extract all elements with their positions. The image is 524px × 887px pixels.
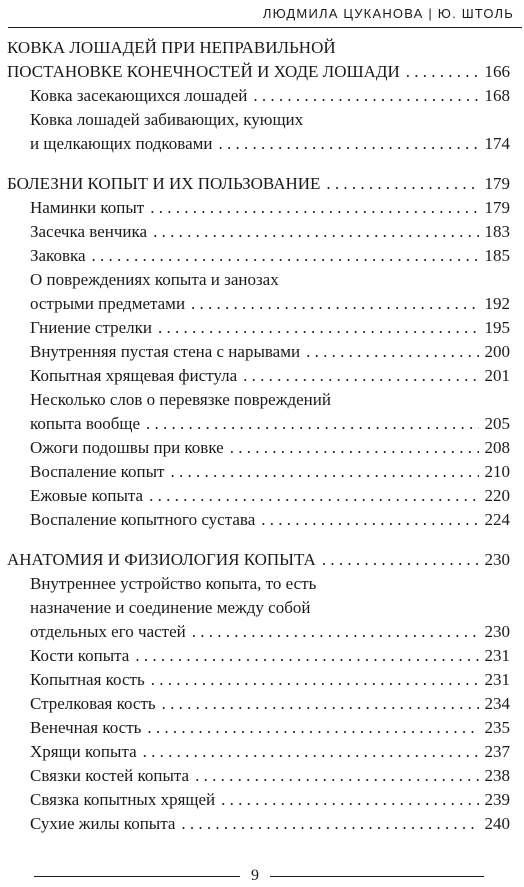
toc-page-number: 174: [484, 134, 510, 153]
toc-entry-title-line: Ковка засекающихся лошадей: [30, 86, 248, 105]
toc-entry-title-line: Ежовые копыта: [30, 486, 144, 505]
dot-leader: [146, 412, 478, 436]
toc-subentry[interactable]: [0, 460, 524, 484]
toc-subentry[interactable]: [0, 84, 524, 108]
table-of-contents: [0, 36, 524, 852]
toc-entry-row: [30, 436, 524, 460]
toc-entry-title-line: отдельных его частей: [30, 622, 186, 641]
toc-entry-row: [30, 484, 524, 508]
toc-page-number: 200: [484, 342, 510, 361]
toc-subentry[interactable]: [0, 716, 524, 740]
toc-page-number: 234: [484, 694, 510, 713]
toc-entry-title-line: Засечка венчика: [30, 222, 148, 241]
dot-leader: [135, 644, 478, 668]
toc-entry-row: [30, 692, 524, 716]
toc-subentry[interactable]: [0, 788, 524, 812]
page-number: 9: [251, 867, 259, 884]
toc-entry-title-line: и щелкающих подковами: [30, 134, 213, 153]
running-head: ЛЮДМИЛА ЦУКАНОВА | Ю. ШТОЛЬ: [262, 6, 514, 21]
toc-section: [0, 548, 524, 836]
toc-subentry[interactable]: [0, 668, 524, 692]
toc-page-number: 183: [484, 222, 510, 241]
dot-leader: [170, 460, 478, 484]
toc-subentry[interactable]: [0, 268, 524, 316]
toc-subentry[interactable]: [0, 764, 524, 788]
toc-entry-title-line: Заковка: [30, 246, 86, 265]
toc-entry-row: [30, 460, 524, 484]
toc-entry-row: [30, 668, 524, 692]
dot-leader: [162, 692, 479, 716]
toc-page-number: 240: [484, 814, 510, 833]
toc-subentry[interactable]: [0, 108, 524, 156]
toc-entry-row: [30, 764, 524, 788]
toc-entry-title-line: Воспаление копыт: [30, 462, 165, 481]
toc-page-number: 205: [484, 414, 510, 433]
toc-subentry[interactable]: [0, 484, 524, 508]
toc-entry-title-line: Хрящи копыта: [30, 742, 137, 761]
toc-page-number: 166: [484, 62, 510, 81]
toc-entry-title-line: Внутренняя пустая стена с нарывами: [30, 342, 301, 361]
dot-leader: [151, 668, 479, 692]
dot-leader: [181, 812, 478, 836]
toc-subentry[interactable]: [0, 244, 524, 268]
toc-page-number: 201: [484, 366, 510, 385]
toc-subentry[interactable]: [0, 644, 524, 668]
toc-entry-title-line: КОВКА ЛОШАДЕЙ ПРИ НЕПРАВИЛЬНОЙ: [7, 38, 336, 57]
toc-page-number: 224: [484, 510, 510, 529]
dot-leader: [243, 364, 478, 388]
dot-leader: [150, 196, 478, 220]
toc-entry-row: [30, 220, 524, 244]
toc-entry-row: [30, 316, 524, 340]
toc-entry-title-line: Наминки копыт: [30, 198, 145, 217]
toc-entry-row: [30, 620, 524, 644]
toc-page-number: 195: [484, 318, 510, 337]
toc-subentry[interactable]: [0, 340, 524, 364]
toc-chapter-entry[interactable]: [0, 548, 524, 572]
toc-chapter-entry[interactable]: [0, 36, 524, 84]
toc-entry-row: [30, 788, 524, 812]
toc-entry-row: [30, 740, 524, 764]
footer-rule-right: [270, 876, 484, 877]
toc-page-number: 231: [484, 670, 510, 689]
toc-entry-title-line: Копытная кость: [30, 670, 145, 689]
toc-entry-title-line: Сухие жилы копыта: [30, 814, 176, 833]
toc-page-number: 192: [484, 294, 510, 313]
toc-entry-title-line: АНАТОМИЯ И ФИЗИОЛОГИЯ КОПЫТА: [7, 550, 316, 569]
dot-leader: [191, 292, 478, 316]
toc-entry-row: [30, 644, 524, 668]
toc-entry-title-line: О повреждениях копыта и занозах: [30, 270, 279, 289]
toc-chapter-entry[interactable]: [0, 172, 524, 196]
toc-page-number: 230: [484, 550, 510, 569]
toc-entry-row: [30, 412, 524, 436]
toc-page-number: 235: [484, 718, 510, 737]
toc-entry-title-line: Гниение стрелки: [30, 318, 152, 337]
dot-leader: [253, 84, 478, 108]
toc-entry-title-line: ПОСТАНОВКЕ КОНЕЧНОСТЕЙ И ХОДЕ ЛОШАДИ: [7, 62, 400, 81]
toc-subentry[interactable]: [0, 436, 524, 460]
footer-rule-left: [34, 876, 240, 877]
page-footer: [0, 866, 524, 886]
toc-entry-row: [7, 60, 524, 84]
toc-entry-title-line: Ковка лошадей забивающих, кующих: [30, 110, 304, 129]
toc-subentry[interactable]: [0, 740, 524, 764]
toc-entry-row: [7, 548, 524, 572]
toc-entry-row: [30, 508, 524, 532]
toc-subentry[interactable]: [0, 220, 524, 244]
dot-leader: [195, 764, 478, 788]
toc-entry-title-line: Ожоги подошвы при ковке: [30, 438, 224, 457]
toc-subentry[interactable]: [0, 364, 524, 388]
toc-page-number: 185: [484, 246, 510, 265]
dot-leader: [147, 716, 478, 740]
toc-page-number: 239: [484, 790, 510, 809]
toc-entry-title-line: Стрелковая кость: [30, 694, 156, 713]
toc-subentry[interactable]: [0, 692, 524, 716]
toc-entry-row: [30, 292, 524, 316]
toc-entry-title-line: Копытная хрящевая фистула: [30, 366, 238, 385]
toc-entry-title-line: Внутреннее устройство копыта, то есть: [30, 574, 317, 593]
dot-leader: [326, 172, 478, 196]
dot-leader: [261, 508, 478, 532]
dot-leader: [406, 60, 479, 84]
dot-leader: [143, 740, 479, 764]
toc-entry-row: [30, 132, 524, 156]
toc-entry-title-line: Кости копыта: [30, 646, 130, 665]
toc-page-number: 237: [484, 742, 510, 761]
toc-page-number: 179: [484, 174, 510, 193]
toc-section: [0, 172, 524, 532]
toc-page-number: 220: [484, 486, 510, 505]
toc-entry-title-line: Связки костей копыта: [30, 766, 190, 785]
toc-entry-row: [30, 716, 524, 740]
toc-subentry[interactable]: [0, 572, 524, 644]
toc-page-number: 168: [484, 86, 510, 105]
toc-entry-title-line: копыта вообще: [30, 414, 141, 433]
toc-entry-title-line: Венечная кость: [30, 718, 142, 737]
toc-entry-row: [30, 84, 524, 108]
toc-page-number: 210: [484, 462, 510, 481]
toc-entry-title-line: острыми предметами: [30, 294, 186, 313]
toc-entry-title-line: Связка копытных хрящей: [30, 790, 216, 809]
toc-page-number: 208: [484, 438, 510, 457]
dot-leader: [322, 548, 479, 572]
toc-entry-title-line: Воспаление копытного сустава: [30, 510, 256, 529]
toc-page-number: 179: [484, 198, 510, 217]
dot-leader: [219, 132, 479, 156]
dot-leader: [230, 436, 479, 460]
toc-subentry[interactable]: [0, 196, 524, 220]
dot-leader: [158, 316, 479, 340]
toc-page-number: 230: [484, 622, 510, 641]
toc-entry-row: [30, 812, 524, 836]
dot-leader: [306, 340, 478, 364]
toc-entry-title-line: Несколько слов о перевязке повреждений: [30, 390, 331, 409]
toc-entry-title-line: назначение и соединение между собой: [30, 598, 311, 617]
dot-leader: [149, 484, 478, 508]
toc-section: [0, 36, 524, 156]
toc-entry-row: [7, 172, 524, 196]
toc-entry-row: [30, 196, 524, 220]
header-rule: [8, 27, 522, 28]
toc-subentry[interactable]: [0, 316, 524, 340]
toc-subentry[interactable]: [0, 388, 524, 436]
dot-leader: [192, 620, 479, 644]
dot-leader: [221, 788, 478, 812]
toc-entry-title-line: БОЛЕЗНИ КОПЫТ И ИХ ПОЛЬЗОВАНИЕ: [7, 174, 321, 193]
toc-subentry[interactable]: [0, 812, 524, 836]
toc-page-number: 231: [484, 646, 510, 665]
dot-leader: [153, 220, 478, 244]
toc-page-number: 238: [484, 766, 510, 785]
dot-leader: [92, 244, 479, 268]
toc-subentry[interactable]: [0, 508, 524, 532]
toc-entry-row: [30, 244, 524, 268]
toc-entry-row: [30, 340, 524, 364]
toc-entry-row: [30, 364, 524, 388]
